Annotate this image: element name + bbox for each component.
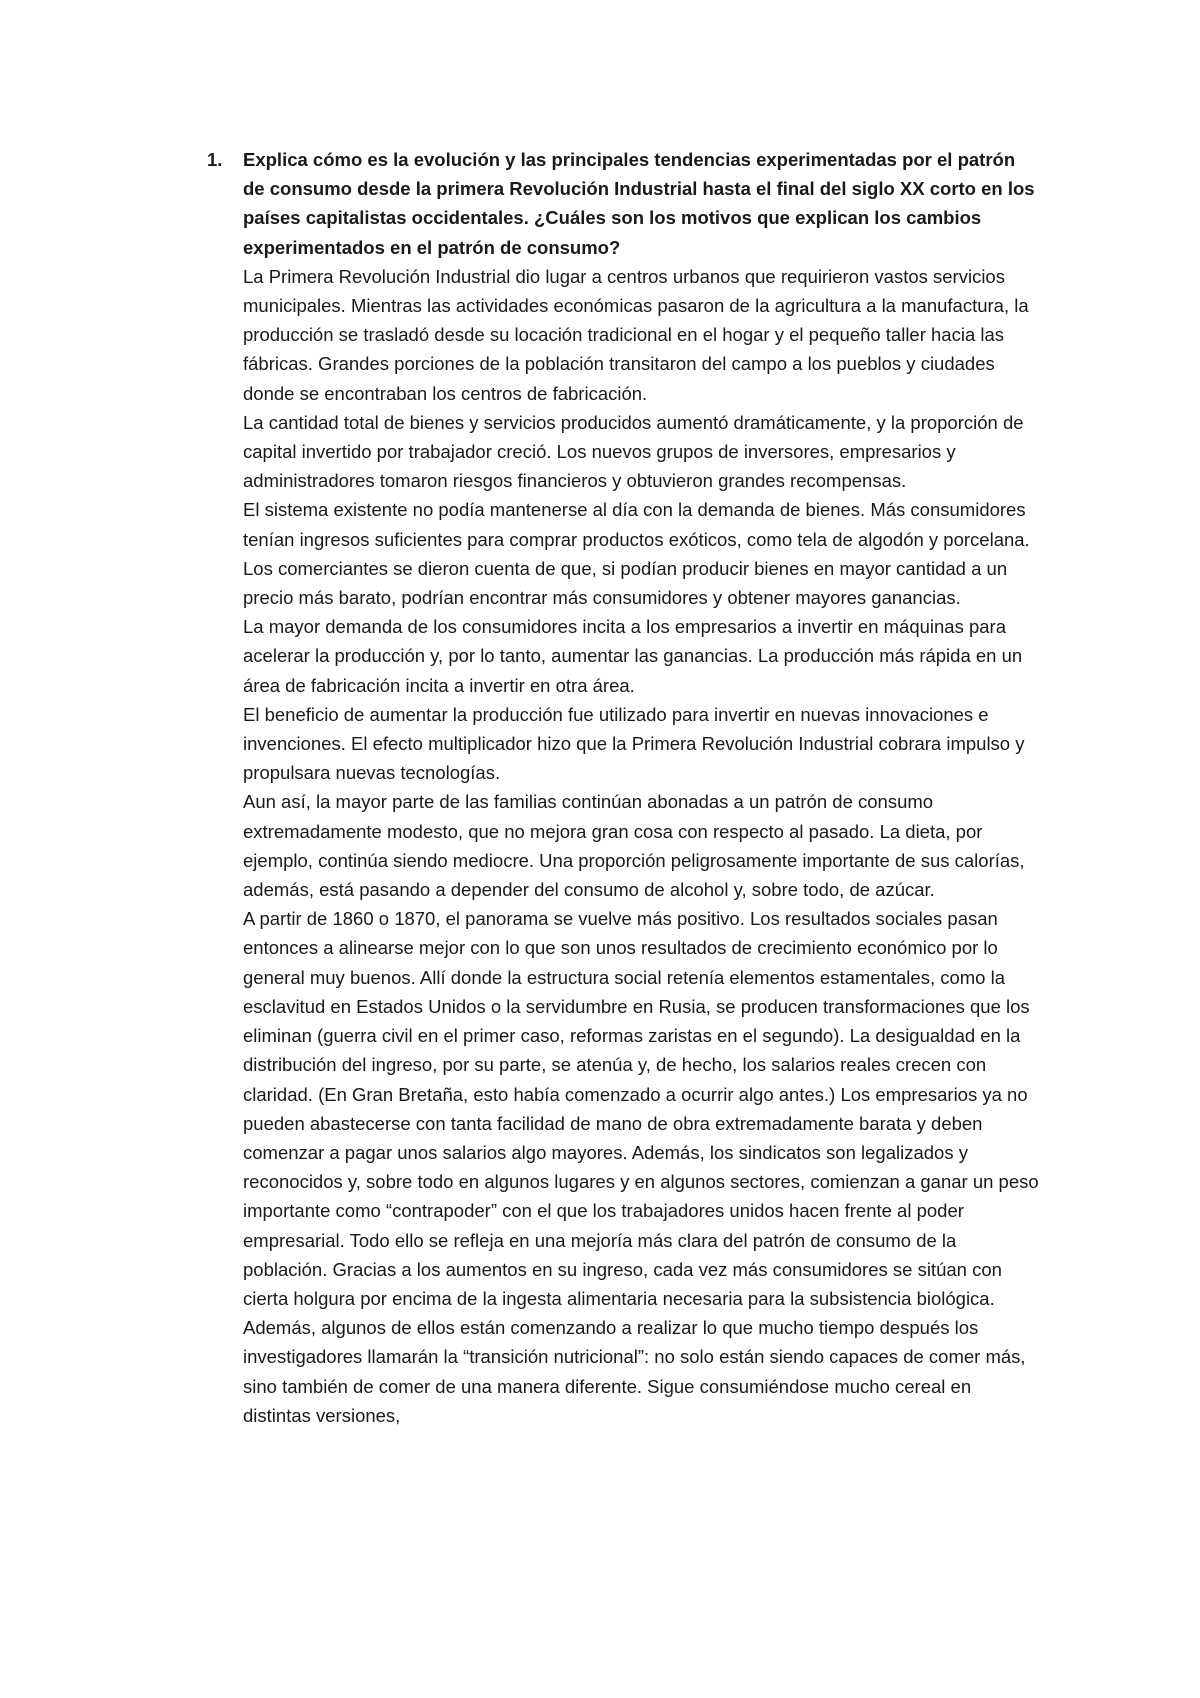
document-body [207,145,1040,1430]
question-heading [207,145,1040,262]
answer-paragraph: A partir de 1860 o 1870, el panorama se vuelve más positivo. Los resultados sociales pasan entonces a alinearse mejor con lo que son unos resultados de crecimiento económico por lo general muy buenos. Allí donde la estructura social retenía elementos estamentales, como la esclavitud en Estados Unidos o la servidumbre en Rusia, se producen transformaciones que los eliminan (guerra civil en el primer caso, reformas zaristas en el segundo). La desigualdad en la distribución del ingreso, por su parte, se atenúa y, de hecho, los salarios reales crecen con claridad. (En Gran Bretaña, esto había comenzado a ocurrir algo antes.) Los empresarios ya no pueden abastecerse con tanta facilidad de mano de obra extremadamente barata y deben comenzar a pagar unos salarios algo mayores. Además, los sindicatos son legalizados y reconocidos y, sobre todo en algunos lugares y en algunos sectores, comienzan a ganar un peso importante como “contrapoder” con el que los trabajadores unidos hacen frente al poder empresarial. Todo ello se refleja en una mejoría más clara del patrón de consumo de la población. Gracias a los aumentos en su ingreso, cada vez más consumidores se sitúan con cierta holgura por encima de la ingesta alimentaria necesaria para la subsistencia biológica. Además, algunos de ellos están comenzando a realizar lo que mucho tiempo después los investigadores llamarán la “transición nutricional”: no solo están siendo capaces de comer más, sino también de comer de una manera diferente. Sigue consumiéndose mucho cereal en distintas versiones, [243,908,1039,1426]
answer-paragraph: El sistema existente no podía mantenerse al día con la demanda de bienes. Más consumidores tenían ingresos suficientes para comprar productos exóticos, como tela de algodón y porcelana. Los comerciantes se dieron cuenta de que, si podían producir bienes en mayor cantidad a un precio más barato, podrían encontrar más consumidores y obtener mayores ganancias. [243,499,1030,609]
answer-paragraph: La mayor demanda de los consumidores incita a los empresarios a invertir en máquinas para acelerar la producción y, por lo tanto, aumentar las ganancias. La producción más rápida en un área de fabricación incita a invertir en otra área. [243,616,1023,696]
answer-paragraph: La cantidad total de bienes y servicios producidos aumentó dramáticamente, y la proporción de capital invertido por trabajador creció. Los nuevos grupos de inversores, empresarios y administradores tomaron riesgos financieros y obtuvieron grandes recompensas. [243,411,1024,492]
answer-paragraph: El beneficio de aumentar la producción fue utilizado para invertir en nuevas innovaciones e invenciones. El efecto multiplicador hizo que la Primera Revolución Industrial cobrara impulso y propulsara nuevas tecnologías. [243,703,1025,784]
answer-paragraph: Aun así, la mayor parte de las familias continúan abonadas a un patrón de consumo extremadamente modesto, que no mejora gran cosa con respecto al pasado. La dieta, por ejemplo, continúa siendo mediocre. Una proporción peligrosamente importante de sus calorías, además, está pasando a depender del consumo de alcohol y, sobre todo, de azúcar. [243,791,1025,901]
question-text: Explica cómo es la evolución y las principales tendencias experimentadas por el patrón de consumo desde la primera Revolución Industrial hasta el final del siglo XX corto en los países capitalistas occidentales. ¿Cuáles son los motivos que explican los cambios experimentados en el patrón de consumo? [243,149,1035,258]
question-number: 1. [207,149,223,170]
answer-paragraph: La Primera Revolución Industrial dio lugar a centros urbanos que requirieron vastos servicios municipales. Mientras las actividades económicas pasaron de la agricultura a la manufactura, la producción se trasladó desde su locación tradicional en el hogar y el pequeño taller hacia las fábricas. Grandes porciones de la población transitaron del campo a los pueblos y ciudades donde se encontraban los centros de fabricación. [243,265,1029,404]
answer-text [207,262,1040,1430]
